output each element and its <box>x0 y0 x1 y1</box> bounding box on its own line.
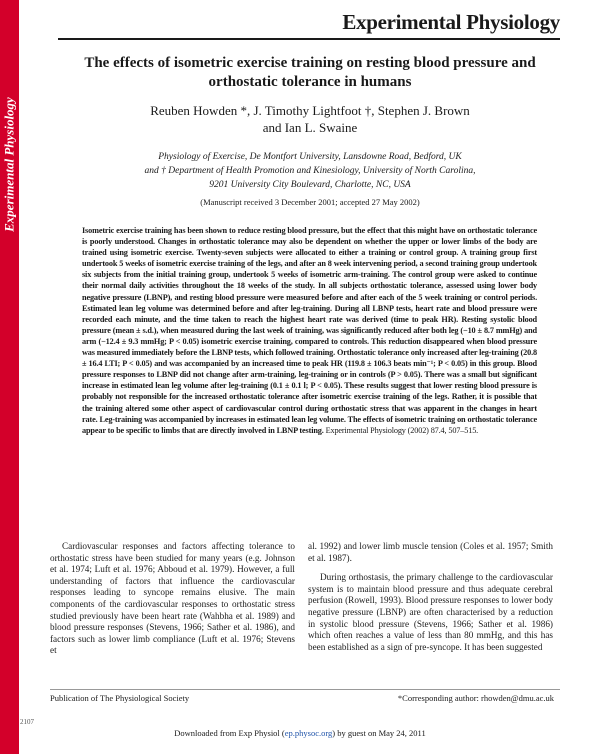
journal-sidebar <box>0 0 19 754</box>
abstract-text: Isometric exercise training has been shown to reduce resting blood pressure, but the effect that this might have on orthostatic tolerance is poorly understood. Changes in orthostatic tolerance may also be dependent on whether the upper or lower limbs of the body are trained using isometric exercise. Twenty-seven subjects were allocated to either a training or control group. A training group first undertook 5 weeks of isometric exercise training of the legs, and after an 8 week intervening period, a second training group undertook six subjects from the initial training group, undertook 5 weeks of isometric arm-training. The control group were asked to continue their normal daily activities throughout the 18 weeks of the study. In all subjects orthostatic tolerance, assessed using lower body negative pressure (LBNP), and resting blood pressure were measured before and after each of the 5 week training or control periods. Estimated lean leg volume was determined before and after leg-training. During all LBNP tests, heart rate and blood pressure were recorded each minute, and the time taken to reach the highest heart rate was derived (time to peak HR). Resting systolic blood pressure (mean ± s.d.), when measured during the last week of training, was significantly reduced after both leg (−10 ± 8.7 mmHg) and arm (−12.4 ± 9.3 mmHg; P < 0.05) isometric exercise training, compared to controls. This reduction disappeared when blood pressure was measured immediately before the LBNP tests, which followed training. Orthostatic tolerance only increased after leg-training (20.8 ± 16.4 LTI; P < 0.05) and was accompanied by an increased time to peak HR (119.8 ± 106.3 beats min⁻¹; P < 0.05) in this group. Blood pressure responses to LBNP did not change after arm-training, leg-training or in controls (P > 0.05). There was a small but significant increase in estimated lean leg volume after leg-training (0.1 ± 0.1 l; P < 0.05). These results suggest that lower resting blood pressure is probably not responsible for the increased orthostatic tolerance after isometric exercise training of the legs. Rather, it is possible that the training altered some other aspect of cardiovascular control during orthostatic stress that was apparent in the changes in heart rate. Leg-training was accompanied by increases in estimated lean leg volume. The effects of isometric training on orthostatic tolerance appear to be specific to limbs that are directly involved in LBNP testing. <box>82 226 537 435</box>
affiliation-line-1: Physiology of Exercise, De Montfort University, Lansdowne Road, Bedford, UK <box>158 152 462 162</box>
sidebar-journal-name: Experimental Physiology <box>1 97 17 232</box>
download-notice <box>0 728 600 738</box>
right-paragraph-2: During orthostasis, the primary challenge to the cardiovascular system is to maintain blood pressure and thus adequate cerebral perfusion (Rowell, 1993). Blood pressure responses to lower body negative pressure (LBNP) are often characterised by a reduction in systolic blood pressure (Stevens, 1966; Sather et al. 1986) which often reaches a value of less than 80 mmHg, and this has been established as a sign of pre-syncope. It has been suggested <box>308 572 553 652</box>
publication-note: Publication of The Physiological Society <box>50 693 190 703</box>
abstract <box>82 225 537 436</box>
abstract-citation: Experimental Physiology (2002) 87.4, 507–515. <box>323 425 479 435</box>
download-link[interactable]: ep.physoc.org <box>284 728 333 738</box>
affiliation-line-3: 9201 University City Boulevard, Charlotte, NC, USA <box>209 180 411 190</box>
author-line-2: and Ian L. Swaine <box>262 120 358 135</box>
article-title: The effects of isometric exercise training on resting blood pressure and orthostatic tolerance in humans <box>84 55 536 90</box>
author-line-1: Reuben Howden *, J. Timothy Lightfoot †, Stephen J. Brown <box>150 103 470 118</box>
author-list <box>60 102 560 136</box>
right-paragraph-1: al. 1992) and lower limb muscle tension (Coles et al. 1957; Smith et al. 1987). <box>308 541 553 563</box>
affiliations <box>60 150 560 192</box>
page-number: 2107 <box>20 718 34 726</box>
download-prefix: Downloaded from Exp Physiol ( <box>174 728 285 738</box>
footer-rule <box>50 689 560 690</box>
header-rule <box>58 38 560 40</box>
manuscript-dates: (Manuscript received 3 December 2001; accepted 27 May 2002) <box>200 197 420 207</box>
body-right-column <box>308 541 553 661</box>
corresponding-author: *Corresponding author: rhowden@dmu.ac.uk <box>397 693 554 703</box>
journal-header-name: Experimental Physiology <box>342 10 560 34</box>
download-suffix: ) by guest on May 24, 2011 <box>332 728 426 738</box>
body-left-column: Cardiovascular responses and factors affecting tolerance to orthostatic stress have been studied for many years (e.g. Johnson et al. 1974; Luft et al. 1976; Abboud et al. 1979). However, a full understanding of factors that influence the cardiovascular responses leading to syncope remains elusive. The main components of the cardiovascular responses to orthostatic stress studied previously have been heart rate (Wahbha et al. 1989) and blood pressure responses (Stevens, 1966; Sather et al. 1986), and factors such as lower limb compliance (Luft et al. 1976; Stevens et <box>50 541 295 656</box>
affiliation-line-2: and † Department of Health Promotion and Kinesiology, University of North Carolina, <box>144 166 476 176</box>
